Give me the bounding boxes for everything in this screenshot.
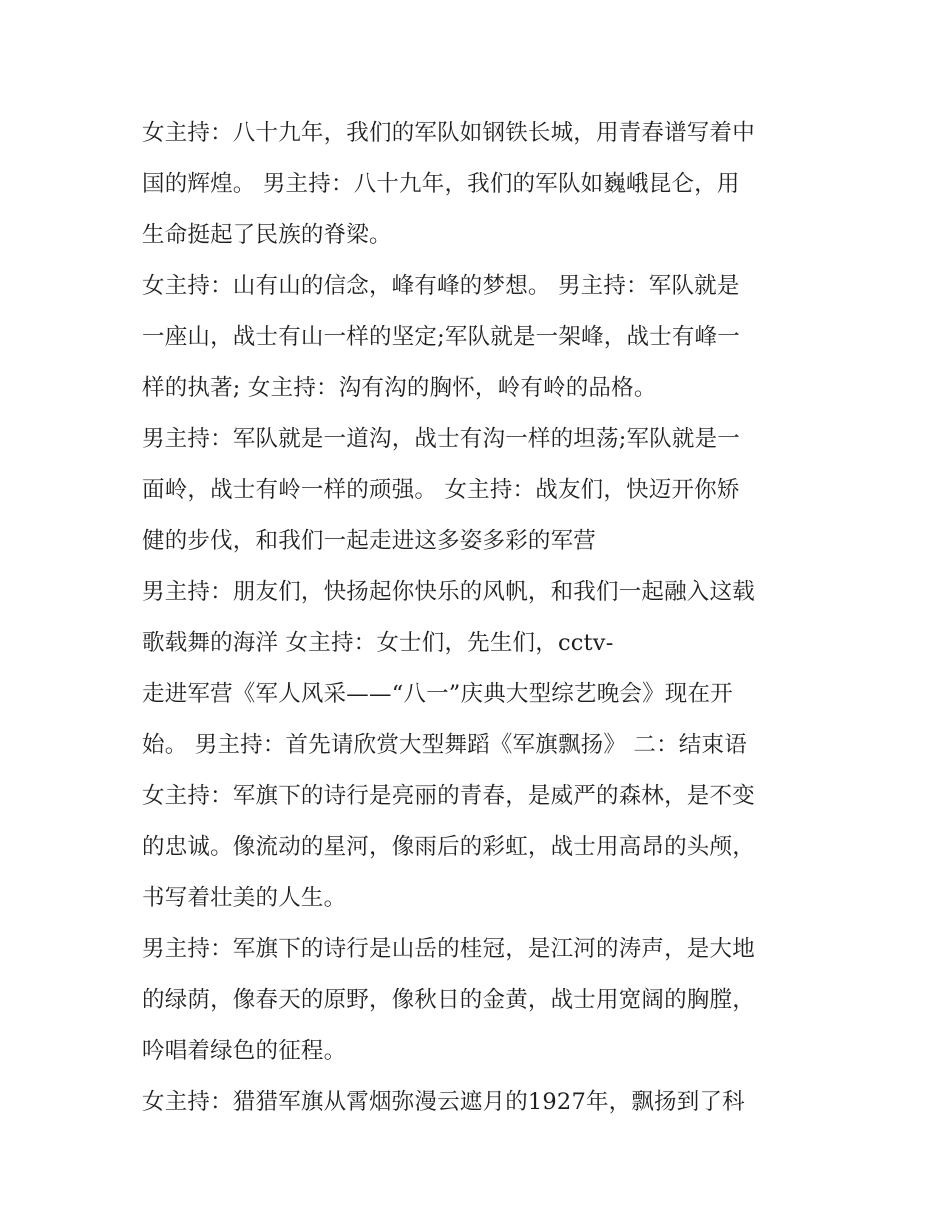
text-line: 的绿荫，像春天的原野，像秋日的金黄，战士用宽阔的胸膛， <box>142 987 755 1013</box>
document-body <box>142 108 818 1128</box>
text-line: 样的执著; 女主持：沟有沟的胸怀，岭有岭的品格。 <box>142 375 657 401</box>
text-line: 男主持：军队就是一道沟，战士有沟一样的坦荡;军队就是一 <box>142 426 740 452</box>
text-line: 书写着壮美的人生。 <box>142 885 347 911</box>
text-line: 的忠诚。像流动的星河，像雨后的彩虹，战士用高昂的头颅， <box>142 834 755 860</box>
text-line: 男主持：朋友们，快扬起你快乐的风帆，和我们一起融入这载 <box>142 579 755 605</box>
text-line: 国的辉煌。 男主持：八十九年，我们的军队如巍峨昆仑，用 <box>142 171 740 197</box>
text-line: 女主持：八十九年，我们的军队如钢铁长城，用青春谱写着中 <box>142 120 755 146</box>
text-line: 女主持：军旗下的诗行是亮丽的青春，是威严的森林，是不变 <box>142 783 755 809</box>
text-line: 吟唱着绿色的征程。 <box>142 1038 347 1064</box>
text-line: 面岭，战士有岭一样的顽强。 女主持：战友们，快迈开你矫 <box>142 477 740 503</box>
text-line: 女主持：猎猎军旗从霄烟弥漫云遮月的1927年，飘扬到了科 <box>142 1089 745 1115</box>
text-line: 男主持：军旗下的诗行是山岳的桂冠，是江河的涛声，是大地 <box>142 936 755 962</box>
text-line: 健的步伐，和我们一起走进这多姿多彩的军营 <box>142 528 597 554</box>
text-line: 一座山，战士有山一样的坚定;军队就是一架峰，战士有峰一 <box>142 324 740 350</box>
text-line: 歌载舞的海洋 女主持：女士们，先生们，cctv- <box>142 630 614 656</box>
text-line: 始。 男主持：首先请欣赏大型舞蹈《军旗飘扬》 二：结束语 <box>142 732 747 758</box>
text-line: 走进军营《军人风采——“八一”庆典大型综艺晚会》现在开 <box>142 681 733 707</box>
text-line: 女主持：山有山的信念，峰有峰的梦想。 男主持：军队就是 <box>142 273 740 299</box>
text-line: 生命挺起了民族的脊梁。 <box>142 222 392 248</box>
